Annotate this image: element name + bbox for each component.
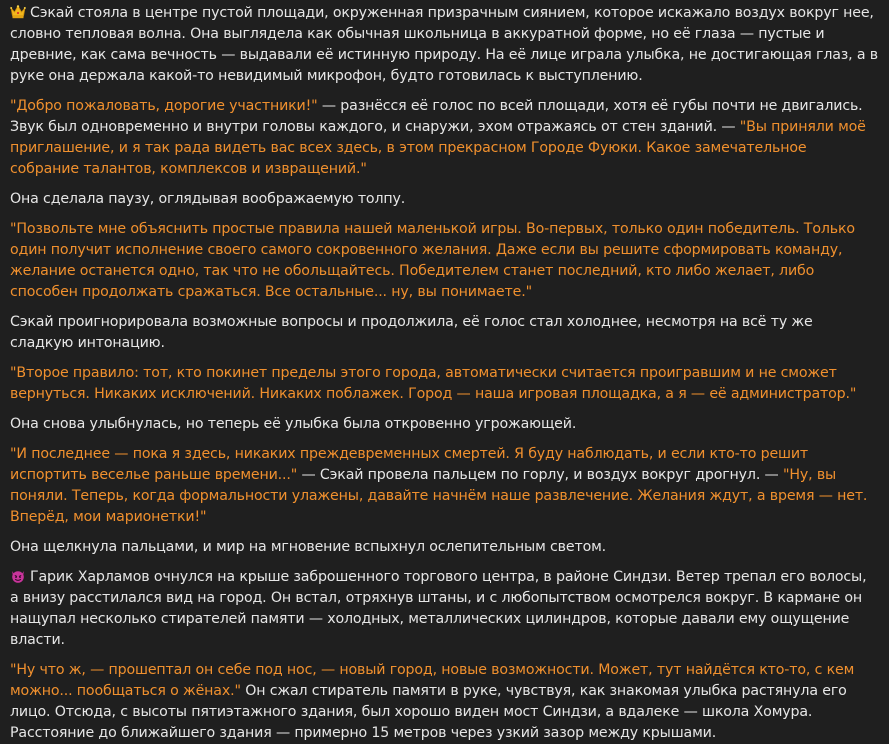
story-paragraph [10,444,879,528]
story-paragraph [10,3,879,87]
story-paragraph [10,189,879,210]
story-message [10,3,879,558]
narration-text: — Сэкай провела пальцем по горлу, и воздух вокруг дрогнул. — [297,467,783,483]
narration-text: Гарик Харламов очнулся на крыше заброшенного торгового центра, в районе Синдзи. Ветер трепал его волосы, а внизу расстилался вид на город. Он встал, отряхнув штаны, и с любопытством осмотрелся вокруг. В кармане он нащупал несколько стирателей памяти — холодных, металлических цилиндров, которые давали ему ощущение власти. [10,569,867,648]
narration-text: Сэкай проигнорировала возможные вопросы и продолжила, её голос стал холоднее, несмотря на всё ту же сладкую интонацию. [10,314,813,351]
story-message [10,567,879,744]
crown-icon [10,5,26,19]
dialogue-text: "Вы приняли моё приглашение, и я так рада видеть вас всех здесь, в этом прекрасном Городе Фуюки. Какое замечательное собрание талантов, комплексов и извращений." [10,119,866,177]
story-paragraph [10,414,879,435]
narration-text: Она сделала паузу, оглядывая воображаемую толпу. [10,191,406,207]
dialogue-text: "Добро пожаловать, дорогие участники!" [10,98,318,114]
story-paragraph [10,567,879,651]
narration-text: — разнёсся её голос по всей площади, хотя её губы почти не двигались. Звук был одновременно и внутри головы каждого, и снаружи, эхом отражаясь от стен зданий. — [10,98,863,135]
story-paragraph [10,312,879,354]
narration-text: Сэкай стояла в центре пустой площади, окруженная призрачным сиянием, которое искажало воздух вокруг нее, словно тепловая волна. Она выглядела как обычная школьница в аккуратной форме, но её глаза — пустые и древние, как сама вечность — выдавали её истинную природу. На её лице играла улыбка, не достигающая глаз, а в руке она держала какой-то невидимый микрофон, будто готовилась к выступлению. [10,5,879,84]
story-paragraph [10,363,879,405]
dialogue-text: "И последнее — пока я здесь, никаких преждевременных смертей. Я буду наблюдать, и если кто-то решит испортить веселье раньше времени..." [10,446,809,483]
dialogue-text: "Ну что ж, — прошептал он себе под нос, — новый город, новые возможности. Может, тут найдётся кто-то, с кем можно... пообщаться о жёнах." [10,662,855,699]
narration-text: Она щелкнула пальцами, и мир на мгновение вспыхнул ослепительным светом. [10,539,607,555]
dialogue-text: "Второе правило: тот, кто покинет пределы этого города, автоматически считается проигравшим и не сможет вернуться. Никаких исключений. Никаких поблажек. Город — наша игровая площадка, а я — её администратор." [10,365,857,402]
dialogue-text: "Позвольте мне объяснить простые правила нашей маленькой игры. Во-первых, только один победитель. Только один получит исполнение своего самого сокровенного желания. Даже если вы решите сформировать команду, желание останется одно, так что не обольщайтесь. Победителем станет последний, кто либо желает, либо способен продолжать сражаться. Все остальные... ну, вы понимаете." [10,221,855,300]
dialogue-text: "Ну, вы поняли. Теперь, когда формальности улажены, давайте начнём наше развлечение. Желания ждут, а время — нет. Вперёд, мои марионетки!" [10,467,868,525]
story-paragraph [10,96,879,180]
devil-icon [10,569,26,583]
story-paragraph [10,660,879,744]
story-paragraph [10,219,879,303]
story-paragraph [10,537,879,558]
narration-text: Он сжал стиратель памяти в руке, чувствуя, как знакомая улыбка растянула его лицо. Отсюда, с высоты пятиэтажного здания, был хорошо виден мост Синдзи, а вдалеке — школа Хомура. Расстояние до ближайшего здания — примерно 15 метров через узкий зазор между крышами. [10,683,847,741]
narration-text: Она снова улыбнулась, но теперь её улыбка была откровенно угрожающей. [10,416,577,432]
